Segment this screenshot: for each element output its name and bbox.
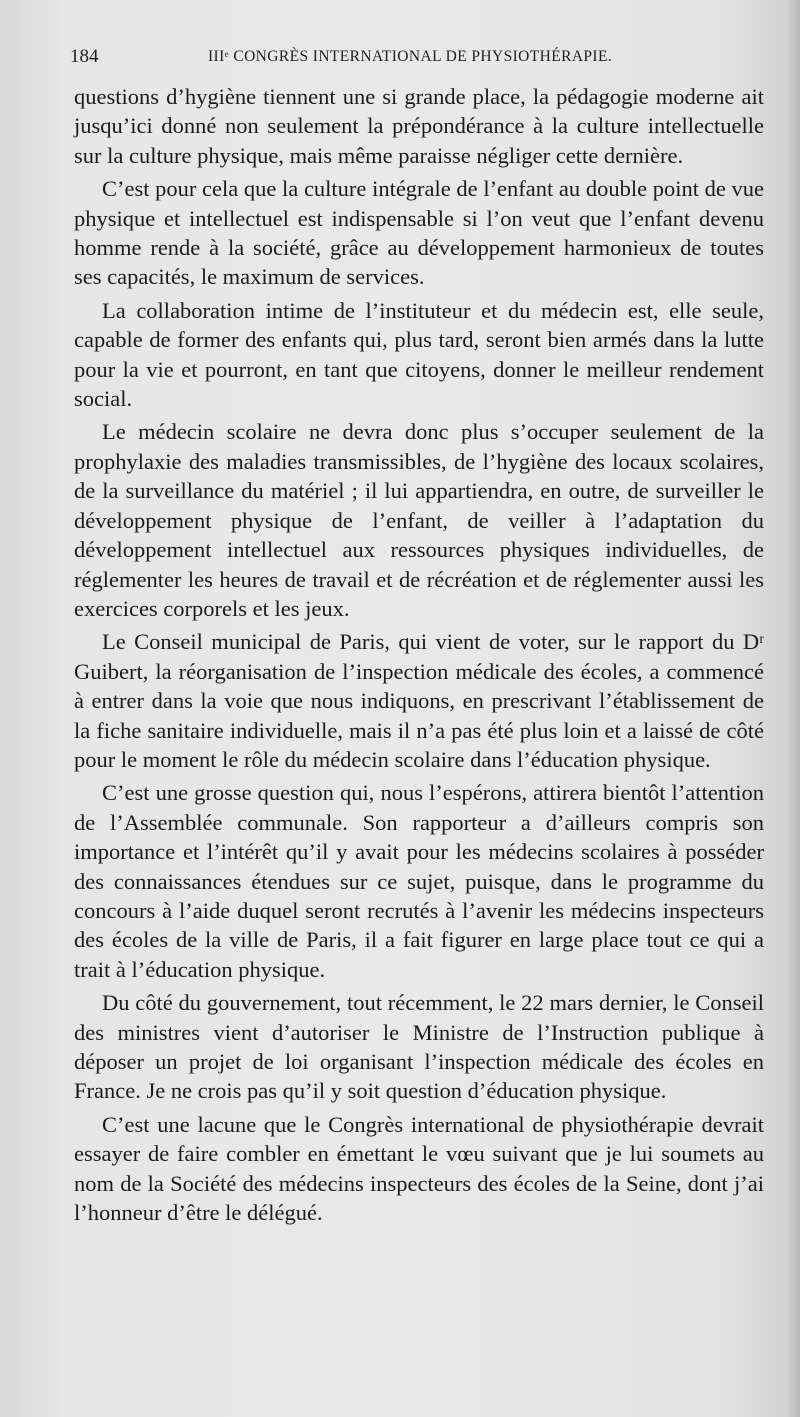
body-text <box>74 82 764 1227</box>
paragraph: Du côté du gouvernement, tout récemment, le 22 mars dernier, le Conseil des ministres vient d’autoriser le Ministre de l’Instruction publique à déposer un projet de loi organisant l’inspection médicale des écoles en France. Je ne crois pas qu’il y soit question d’éducation physique. <box>74 990 764 1104</box>
running-title: IIIᵉ CONGRÈS INTERNATIONAL DE PHYSIOTHÉRAPIE. <box>208 48 613 65</box>
paragraph: Le médecin scolaire ne devra donc plus s’occuper seulement de la prophylaxie des maladies transmissibles, de l’hygiène des locaux scolaires, de la surveillance du matériel ; il lui appartiendra, en outre, de surveiller le développement physique de l’enfant, de veiller à l’adaptation du développement intellectuel aux ressources physiques individuelles, de réglementer les heures de travail et de récréation et de réglementer aussi les exercices corporels et les jeux. <box>74 419 764 621</box>
page-number: 184 <box>70 46 99 67</box>
paragraph: C’est pour cela que la culture intégrale de l’enfant au double point de vue physique et intellectuel est indispensable si l’on veut que l’enfant devenu homme rende à la société, grâce au développement harmonieux de toutes ses capacités, le maximum de services. <box>74 176 764 290</box>
paragraph: C’est une lacune que le Congrès international de physiothérapie devrait essayer de faire combler en émettant le vœu suivant que je lui soumets au nom de la Société des médecins inspecteurs des écoles de la Seine, dont j’ai l’honneur d’être le délégué. <box>74 1111 764 1226</box>
paragraph: La collaboration intime de l’instituteur et du médecin est, elle seule, capable de former des enfants qui, plus tard, seront bien armés dans la lutte pour la vie et pourront, en tant que citoyens, donner le meilleur rendement social. <box>74 297 764 412</box>
paragraph-continuation: questions d’hygiène tiennent une si grande place, la pédagogie moderne ait jusqu’ici donné non seulement la prépondérance à la culture intellectuelle sur la culture physique, mais même paraisse négliger cette dernière. <box>74 84 764 168</box>
paragraph: Le Conseil municipal de Paris, qui vient de voter, sur le rapport du Dʳ Guibert, la réorganisation de l’inspection médicale des écoles, a commencé à entrer dans la voie que nous indiquons, en prescrivant l’établissement de la fiche sanitaire individuelle, mais il n’a pas été plus loin et a laissé de côté pour le moment le rôle du médecin scolaire dans l’éducation physique. <box>74 629 764 772</box>
paragraph: C’est une grosse question qui, nous l’espérons, attirera bientôt l’attention de l’Assemblée communale. Son rapporteur a d’ailleurs compris son importance et l’intérêt qu’il y avait pour les médecins scolaires à posséder des connaissances étendues sur ce sujet, puisque, dans le programme du concours à l’aide duquel seront recrutés à l’avenir les médecins inspecteurs des écoles de la ville de Paris, il a fait figurer en large place tout ce qui a trait à l’éducation physique. <box>74 780 764 982</box>
page-edge-shadow <box>786 0 800 1417</box>
page-header <box>70 46 770 74</box>
